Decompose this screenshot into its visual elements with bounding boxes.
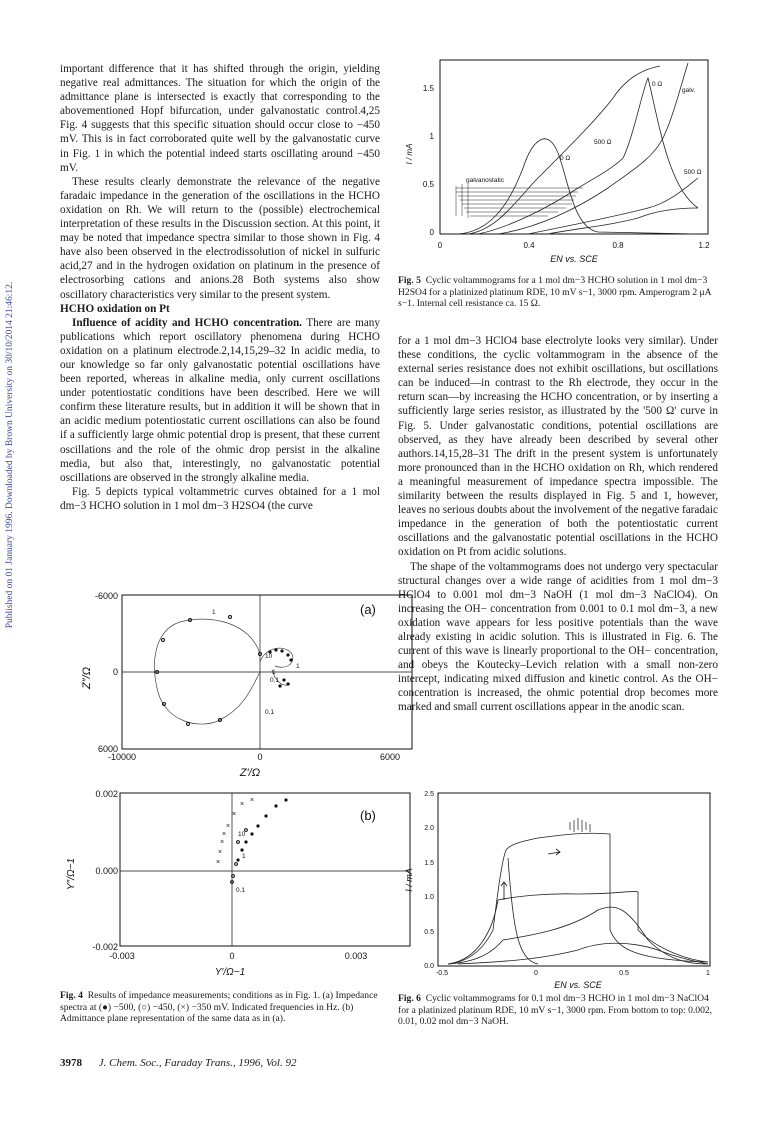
fig4-caption-text: Results of impedance measurements; conditions as in Fig. 1. (a) Impedance spectra at (●) −500, (○) −450, (×) −350 mV. Indicated frequencies in Hz. (b) Admittance plane representation of the same data as in (a).: [60, 990, 378, 1025]
fig4b-ytick-3: -0.002: [92, 942, 118, 952]
fig4b-freq-0.1: 0.1: [236, 887, 246, 894]
fig4-caption: [60, 990, 380, 1025]
download-watermark: [0, 200, 18, 720]
fig5-xtick-1: 0: [437, 241, 443, 250]
fig6-xtick-3: 0.5: [619, 970, 629, 977]
fig4a-freq-1: 1: [212, 609, 216, 616]
fig4a-freq-0.1b: 0.1: [265, 709, 275, 716]
download-note: Published on 01 January 1996. Downloaded by Brown University on 30/10/2014 21:46:12.: [5, 281, 15, 629]
fig6-ytick-4: 1.0: [424, 894, 434, 901]
fig6-xlabel: EN vs. SCE: [554, 980, 602, 990]
fig6-ylabel: I / mA: [404, 868, 414, 892]
fig6-ytick-3: 1.5: [424, 860, 434, 867]
fig4b-freq-10: 10: [238, 831, 246, 838]
fig5-ytick-1: 1.5: [422, 84, 434, 93]
fig4b-ytick-1: 0.002: [95, 789, 118, 799]
fig4a-freq-1c: 1: [272, 669, 276, 676]
fig4a-ytick-1: -6000: [94, 591, 118, 601]
fig5-ytick-2: 1: [429, 132, 434, 141]
fig5-caption-number: Fig. 5: [398, 275, 421, 286]
fig5-xtick-4: 1.2: [698, 241, 710, 250]
fig4a-panel-label: (a): [360, 602, 376, 617]
fig4a-ylabel: Z″/Ω: [81, 666, 93, 690]
fig5-xtick-2: 0.4: [523, 241, 535, 250]
fig4b-ytick-2: 0.000: [95, 866, 118, 876]
fig6-ytick-1: 2.5: [424, 791, 434, 798]
svg-text:×: ×: [216, 859, 221, 866]
journal-reference: J. Chem. Soc., Faraday Trans., 1996, Vol. 92: [98, 1057, 297, 1069]
page-number: 3978: [60, 1057, 82, 1069]
fig4b-xtick-1: -0.003: [109, 951, 135, 961]
fig4a-ytick-2: 0: [112, 667, 118, 677]
fig4a-freq-10: 10: [265, 653, 273, 660]
fig5-label-0ohm-b: 0 Ω: [652, 81, 663, 88]
fig6-scan-arrow-up: [501, 882, 507, 900]
fig6-caption-text: Cyclic voltammograms for 0.1 mol dm−3 HCHO in 1 mol dm−3 NaClO4 for a platinized platinum RDE, 10 mV s−1, 3000 rpm. From bottom to top: 0.002, 0.01, 0.02 mol dm−3 NaOH.: [398, 993, 713, 1028]
fig6-xtick-4: 1: [706, 970, 710, 977]
left-paragraph-3: [60, 316, 380, 485]
svg-text:×: ×: [220, 839, 225, 846]
svg-text:×: ×: [240, 801, 245, 808]
svg-text:×: ×: [232, 811, 237, 818]
fig5-xlabel: EN vs. SCE: [550, 254, 598, 264]
fig5-ylabel: I / mA: [405, 143, 414, 165]
page-footer: [60, 1057, 296, 1069]
fig5-caption-text: Cyclic voltammograms for a 1 mol dm−3 HCHO solution in 1 mol dm−3 H2SO4 for a platinized platinum RDE, 10 mV s−1, 3000 rpm. Amperogram 2 μA s−1. Internal cell resistance ca. 15 Ω.: [398, 275, 712, 310]
fig4a-xlabel: Z′/Ω: [239, 767, 261, 779]
fig5-curves: [458, 63, 698, 234]
right-column: [398, 334, 718, 715]
svg-text:×: ×: [226, 823, 231, 830]
right-paragraph-2: The shape of the voltammograms does not undergo very spectacular structural changes over a wide range of acidities from 1 mol dm−3 HClO4 to 0.001 mol dm−3 NaOH (1 mol dm−3 NaClO4). On increasing the OH− concentration from 0.001 to 0.1 mol dm−3, a new oxidation wave appears for less positive potentials than the wave already existing in acidic solution. This is illustrated in Fig. 6. The current of this wave is linearly proportional to the OH− concentration, and obeys the Koutecky–Levich relation with a small non-zero intercept, indicating mixed diffusion and kinetic control. As the OH− concentration is increased, the ohmic potential drop becomes more marked and small current oscillations appear in the anodic scan.: [398, 560, 718, 714]
fig4a-xtick-1: -10000: [107, 752, 137, 762]
fig4a-freq-0.1a: 0.1: [270, 677, 280, 684]
left-paragraph-2: These results clearly demonstrate the relevance of the negative faradaic impedance in the generation of the oscillations in the HCHO oxidation on Rh. We will return to the (possible) electrochemical interpretation of these results in the Discussion section. At this point, it may be noted that impedance spectra similar to those shown in Fig. 4 have also been observed in the electrodissolution of nickel in sulfuric acid,27 and in the hydrogen oxidation on platinum in the presence of electrosorbing cations and anions.28 Both systems also show oscillatory characteristics very similar to the present system.: [60, 175, 380, 301]
fig4b-chart: [60, 790, 380, 980]
fig5-label-500ohm-a: 500 Ω: [594, 139, 612, 146]
fig4b-freq-1: 1: [242, 853, 246, 860]
fig4-caption-number: Fig. 4: [60, 990, 83, 1001]
subsection-heading: Influence of acidity and HCHO concentration.: [72, 316, 302, 329]
svg-text:×: ×: [250, 797, 255, 804]
fig4b-markers: [216, 797, 288, 883]
fig5-label-galvanostatic: galvanostatic: [466, 177, 504, 184]
left-paragraph-3-text: There are many publications which report oscillatory phenomena during HCHO oxidation on a platinum electrode.2,14,15,29–32 In acidic media, to our knowledge so far only galvanostatic potential oscillations have been reported, whereas in alkaline media, only current oscillations under potentiostatic conditions have been described. Here we will confirm these literature results, but in addition it will be shown that in an acidic medium potentiostatic current oscillations can also be found if a sufficiently large ohmic potential drop is present, that these current oscillations and the role of the ohmic drop persist in the alkaline media, but also that, interestingly, no galvanostatic potential oscillations are observed in the strongly alkaline media.: [60, 316, 380, 484]
fig5-label-0ohm-a: 0 Ω: [560, 155, 571, 162]
svg-text:×: ×: [222, 831, 227, 838]
fig6-plot-frame: [438, 793, 710, 966]
svg-text:×: ×: [218, 849, 223, 856]
fig4b-xlabel: Y′/Ω−1: [214, 967, 246, 978]
fig4a-xtick-3: 6000: [379, 752, 401, 762]
fig6-caption: [398, 993, 720, 1028]
fig4b-xtick-2: 0: [229, 951, 235, 961]
section-heading: HCHO oxidation on Pt: [60, 302, 170, 315]
fig5-label-galv: galv.: [682, 87, 696, 94]
left-paragraph-4: Fig. 5 depicts typical voltammetric curves obtained for a 1 mol dm−3 HCHO solution in 1 mol dm−3 H2SO4 (the curve: [60, 485, 380, 512]
fig4a-ytick-3: 6000: [97, 744, 118, 754]
fig4b-panel-label: (b): [360, 808, 376, 823]
fig4b-xtick-3: 0.003: [344, 951, 368, 961]
right-paragraph-1: for a 1 mol dm−3 HClO4 base electrolyte looks very similar). Under these conditions, the cyclic voltammogram in the absence of the external series resistance does not exhibit oscillations, but oscillations can be induced—in contrast to the Rh electrode, they occur in the return scan—by increasing the HCHO concentration, or by inserting a sufficiently large series resistor, as illustrated by the '500 Ω' curve in Fig. 5. Under galvanostatic conditions, potential oscillations are observed, as they have already been described by several other authors.14,15,28–31 The drift in the present system is unfortunately more pronounced than in the HCHO oxidation on Rh, which rendered a meaningful measurement of impedance spectra impossible. The similarity between the results displayed in Fig. 5 and 1, however, leaves no serious doubts about the involvement of the negative faradaic impedance in the generation of both the potentiostatic current oscillations and the galvanostatic potential oscillations in the HCHO oxidation on Pt from acidic solutions.: [398, 335, 718, 559]
fig5-xtick-3: 0.8: [612, 241, 624, 250]
fig5-chart: [398, 58, 720, 270]
fig5-caption: [398, 275, 720, 310]
fig4b-ylabel: Y″/Ω−1: [66, 858, 77, 890]
fig6-curves: [448, 833, 708, 964]
fig5-label-500ohm-b: 500 Ω: [684, 169, 702, 176]
fig6-ytick-2: 2.0: [424, 825, 434, 832]
fig5-ytick-4: 0: [429, 228, 434, 237]
fig4a-xtick-2: 0: [257, 752, 263, 762]
fig6-scan-arrow-forward: [548, 849, 560, 855]
left-column: [60, 62, 380, 513]
fig6-xtick-1: -0.5: [435, 970, 449, 977]
fig5-ytick-3: 0.5: [422, 180, 434, 189]
left-paragraph-1: important difference that it has shifted through the origin, yielding negative real admittances. The situation for which the origin of the admittance plane is intersected is exactly that corresponding to the abovementioned Hopf bifurcation, under galvanostatic control.4,25 Fig. 4 suggests that this specific situation should occur close to −450 mV. This is in fact corroborated quite well by the galvanostatic curve in Fig. 1 in which the potential indeed starts oscillating around −450 mV.: [60, 63, 380, 174]
fig6-caption-number: Fig. 6: [398, 993, 421, 1004]
fig6-ytick-6: 0.0: [424, 963, 434, 970]
fig6-oscillation-noise: [570, 818, 590, 832]
fig6-xtick-2: 0: [534, 970, 538, 977]
fig4a-chart: [60, 591, 401, 784]
fig6-ytick-5: 0.5: [424, 929, 434, 936]
fig6-chart: [398, 790, 720, 990]
fig4a-freq-1b: 1: [296, 663, 300, 670]
